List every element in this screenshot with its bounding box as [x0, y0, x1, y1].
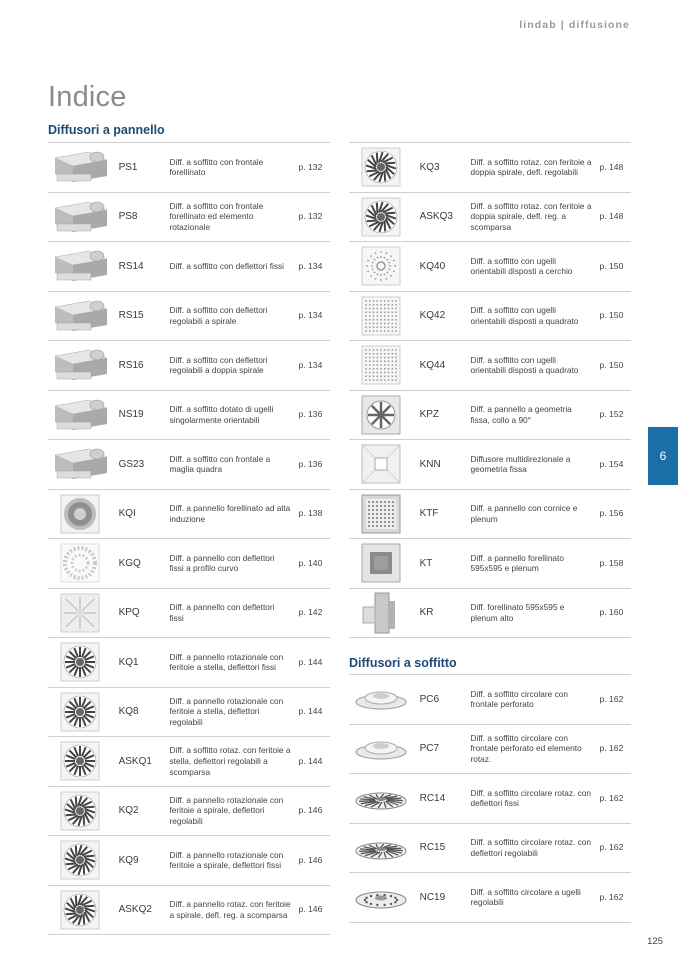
- page-title: Indice: [48, 81, 127, 114]
- product-description: Diff. a pannello con cornice e plenum: [470, 503, 578, 524]
- product-description: Diff. a pannello rotazionale con feritoie a stella, deflettori fissi: [169, 651, 284, 673]
- product-row[interactable]: [48, 340, 330, 390]
- page-reference[interactable]: p. 158: [599, 557, 624, 568]
- chapter-tab[interactable]: 6: [648, 427, 678, 485]
- product-code: RS15: [118, 310, 144, 322]
- page-reference[interactable]: p. 162: [599, 891, 624, 902]
- product-description: Diff. a soffitto dotato di ugelli singolarmente orientabili: [169, 404, 274, 425]
- product-row[interactable]: [48, 241, 330, 291]
- page-reference[interactable]: p. 148: [599, 161, 624, 172]
- product-description: Diff. a pannello rotazionale con feritoie a stella, deflettori regolabili: [169, 695, 284, 728]
- page-reference[interactable]: p. 144: [298, 755, 323, 766]
- product-code: KT: [419, 557, 433, 569]
- product-row[interactable]: [349, 872, 631, 923]
- box-diffuser-icon: [48, 243, 113, 289]
- box-diffuser-icon: [48, 392, 113, 438]
- product-row[interactable]: [349, 588, 631, 639]
- multidirectional-icon: [349, 441, 414, 487]
- ceiling-product-list: [349, 674, 631, 923]
- nozzle-square-icon: [349, 342, 414, 388]
- nozzle-square-icon: [349, 293, 414, 339]
- page-reference[interactable]: p. 154: [599, 458, 624, 469]
- page-number: 125: [647, 936, 663, 947]
- product-code: RC14: [419, 792, 446, 804]
- product-code: PS8: [118, 211, 138, 223]
- square-vane-panel-icon: [48, 590, 113, 636]
- product-row[interactable]: [48, 439, 330, 489]
- swirl-double-icon: [349, 144, 414, 190]
- product-row[interactable]: [349, 674, 631, 724]
- page-reference[interactable]: p. 134: [298, 359, 323, 370]
- section-title-pannello: Diffusori a pannello: [48, 123, 165, 137]
- swirl-spiral-icon: [48, 887, 113, 933]
- product-row[interactable]: [349, 241, 631, 291]
- page-reference[interactable]: p. 144: [298, 706, 323, 717]
- product-code: NC19: [419, 891, 446, 903]
- product-description: Diff. a pannello forellinato 595x595 e plenum: [470, 552, 564, 574]
- product-code: KNN: [419, 458, 441, 470]
- product-code: KR: [419, 607, 434, 619]
- page-reference[interactable]: p. 146: [298, 854, 323, 865]
- product-row[interactable]: [48, 192, 330, 242]
- page-reference[interactable]: p. 150: [599, 359, 624, 370]
- product-row[interactable]: [48, 637, 330, 687]
- product-code: KQ44: [419, 359, 446, 371]
- product-code: KQ3: [419, 161, 440, 173]
- product-row[interactable]: [48, 390, 330, 440]
- product-row[interactable]: [48, 885, 330, 936]
- product-row[interactable]: [48, 538, 330, 588]
- product-code: KQI: [118, 508, 136, 520]
- product-code: RS16: [118, 359, 144, 371]
- section-title-soffitto: Diffusori a soffitto: [349, 656, 457, 670]
- product-code: NS19: [118, 409, 144, 421]
- round-perforated-icon: [48, 491, 113, 537]
- product-row[interactable]: [349, 724, 631, 774]
- product-row[interactable]: [48, 835, 330, 885]
- product-description: Diff. a soffitto circolare con frontale perforato: [470, 688, 568, 710]
- page-reference[interactable]: p. 140: [298, 557, 323, 568]
- swirl-star-icon: [48, 639, 113, 685]
- page-reference[interactable]: p. 144: [298, 656, 323, 667]
- product-description: Diff. a soffitto rotaz. con feritoie a doppia spirale, defl. regolabili: [470, 156, 592, 178]
- product-description: Diff. a soffitto con frontale forellinato ed elemento rotazionale: [169, 200, 264, 233]
- page-reference[interactable]: p. 146: [298, 904, 323, 915]
- product-code: ASKQ3: [419, 211, 453, 223]
- product-code: KGQ: [118, 557, 141, 569]
- product-description: Diff. a soffitto con deflettori regolabili a doppia spirale: [169, 354, 268, 376]
- product-code: KQ42: [419, 310, 446, 322]
- product-description: Diff. a pannello rotazionale con feritoie a spirale, deflettori fissi: [169, 849, 284, 871]
- swirl-star-icon: [48, 738, 113, 784]
- product-code: PC6: [419, 693, 440, 705]
- product-code: KQ1: [118, 656, 139, 668]
- framed-perforated-icon: [349, 491, 414, 537]
- product-code: PS1: [118, 161, 138, 173]
- product-description: Diff. a soffitto con ugelli orientabili disposti a quadrato: [470, 305, 579, 326]
- product-description: Diff. a pannello rotazionale con feritoie a spirale, deflettori regolabili: [169, 794, 284, 827]
- product-row[interactable]: [48, 142, 330, 192]
- page-reference[interactable]: p. 156: [599, 508, 624, 519]
- product-description: Diff. a pannello forellinato ad alta induzione: [169, 503, 291, 524]
- dome-diffuser-icon: [349, 726, 414, 772]
- product-row[interactable]: [48, 786, 330, 836]
- product-row[interactable]: [48, 489, 330, 539]
- nozzle-circle-icon: [349, 243, 414, 289]
- product-description: Diff. a soffitto con frontale forellinato: [169, 156, 264, 178]
- box-diffuser-icon: [48, 293, 113, 339]
- high-plenum-icon: [349, 590, 414, 636]
- dome-diffuser-icon: [349, 676, 414, 722]
- page-reference[interactable]: p. 152: [599, 409, 624, 420]
- page-reference[interactable]: p. 160: [599, 607, 624, 618]
- page-reference[interactable]: p. 138: [298, 508, 323, 519]
- page-reference[interactable]: p. 136: [298, 458, 323, 469]
- product-description: Diff. a soffitto circolare con frontale perforato ed elemento rotaz.: [470, 732, 582, 765]
- brand-header: lindab | diffusione: [519, 19, 630, 31]
- product-description: Diff. a soffitto rotaz. con feritoie a stella, deflettori regolabili a scomparsa: [169, 745, 291, 777]
- box-diffuser-icon: [48, 144, 113, 190]
- product-code: KQ2: [118, 805, 139, 817]
- product-description: Diff. a pannello con deflettori fissi a profilo curvo: [169, 552, 275, 574]
- round-swirl-dome-icon: [349, 825, 414, 871]
- product-row[interactable]: [349, 439, 631, 489]
- page-reference[interactable]: p. 150: [599, 260, 624, 271]
- product-description: Diff. a soffitto rotaz. con feritoie a doppia spirale, defl. reg. a scomparsa: [470, 200, 592, 233]
- product-row[interactable]: [48, 736, 330, 786]
- product-code: ASKQ2: [118, 904, 152, 916]
- product-row[interactable]: [349, 291, 631, 341]
- product-description: Diff. a soffitto con deflettori regolabili a spirale: [169, 305, 268, 326]
- fan-panel-icon: [349, 392, 414, 438]
- product-code: ASKQ1: [118, 755, 152, 767]
- product-row[interactable]: [48, 588, 330, 638]
- product-row[interactable]: [349, 390, 631, 440]
- product-description: Diff. a soffitto circolare a ugelli regolabili: [470, 886, 581, 908]
- page-reference[interactable]: p. 162: [599, 693, 624, 704]
- page-reference[interactable]: p. 142: [298, 607, 323, 618]
- product-code: KQ9: [118, 854, 139, 866]
- page-reference[interactable]: p. 148: [599, 211, 624, 222]
- page-reference[interactable]: p. 134: [298, 310, 323, 321]
- box-diffuser-icon: [48, 342, 113, 388]
- product-description: Diff. a soffitto con ugelli orientabili disposti a cerchio: [470, 255, 573, 277]
- page-reference[interactable]: p. 146: [298, 805, 323, 816]
- product-code: GS23: [118, 458, 145, 470]
- swirl-star-icon: [48, 689, 113, 735]
- page-reference[interactable]: p. 132: [298, 211, 323, 222]
- product-row[interactable]: [349, 823, 631, 873]
- product-row[interactable]: [349, 773, 631, 823]
- product-code: KQ40: [419, 260, 446, 272]
- product-code: RC15: [419, 842, 446, 854]
- left-product-list: [48, 142, 330, 935]
- page-reference[interactable]: p. 150: [599, 310, 624, 321]
- page-reference[interactable]: p. 162: [599, 743, 624, 754]
- page-reference[interactable]: p. 136: [298, 409, 323, 420]
- box-diffuser-icon: [48, 194, 113, 240]
- swirl-spiral-icon: [48, 788, 113, 834]
- product-code: KPZ: [419, 409, 440, 421]
- product-description: Diff. a pannello con deflettori fissi: [169, 602, 275, 623]
- product-code: KQ8: [118, 706, 139, 718]
- product-description: Diff. a soffitto circolare rotaz. con deflettori regolabili: [470, 837, 591, 858]
- product-description: Diff. a soffitto con deflettori fissi: [169, 260, 285, 271]
- product-code: KPQ: [118, 607, 140, 619]
- swirl-spiral-icon: [48, 837, 113, 883]
- product-description: Diffusore multidirezionale a geometria fissa: [470, 453, 571, 475]
- product-row[interactable]: [349, 192, 631, 242]
- product-code: PC7: [419, 743, 440, 755]
- round-swirl-dome-icon: [349, 775, 414, 821]
- perforated-plenum-icon: [349, 540, 414, 586]
- product-description: Diff. a soffitto con ugelli orientabili disposti a quadrato: [470, 354, 579, 376]
- product-description: Diff. a soffitto con frontale a maglia quadra: [169, 453, 271, 475]
- box-diffuser-icon: [48, 441, 113, 487]
- swirl-double-icon: [349, 194, 414, 240]
- nozzle-dome-icon: [349, 874, 414, 920]
- page-reference[interactable]: p. 162: [599, 792, 624, 803]
- product-row[interactable]: [48, 291, 330, 341]
- product-description: Diff. a pannello rotaz. con feritoie a spirale, defl. reg. a scomparsa: [169, 899, 291, 920]
- page-reference[interactable]: p. 132: [298, 161, 323, 172]
- page-reference[interactable]: p. 162: [599, 842, 624, 853]
- product-row[interactable]: [349, 538, 631, 588]
- product-row[interactable]: [48, 687, 330, 737]
- product-code: KTF: [419, 508, 439, 520]
- product-description: Diff. forellinato 595x595 e plenum alto: [470, 602, 565, 623]
- product-row[interactable]: [349, 142, 631, 192]
- page-reference[interactable]: p. 134: [298, 260, 323, 271]
- right-product-list: [349, 142, 631, 638]
- product-code: RS14: [118, 260, 144, 272]
- curved-vane-panel-icon: [48, 540, 113, 586]
- product-description: Diff. a soffitto circolare rotaz. con deflettori fissi: [470, 787, 591, 809]
- product-row[interactable]: [349, 489, 631, 539]
- product-row[interactable]: [349, 340, 631, 390]
- product-description: Diff. a pannello a geometria fissa, collo a 90°: [470, 404, 572, 425]
